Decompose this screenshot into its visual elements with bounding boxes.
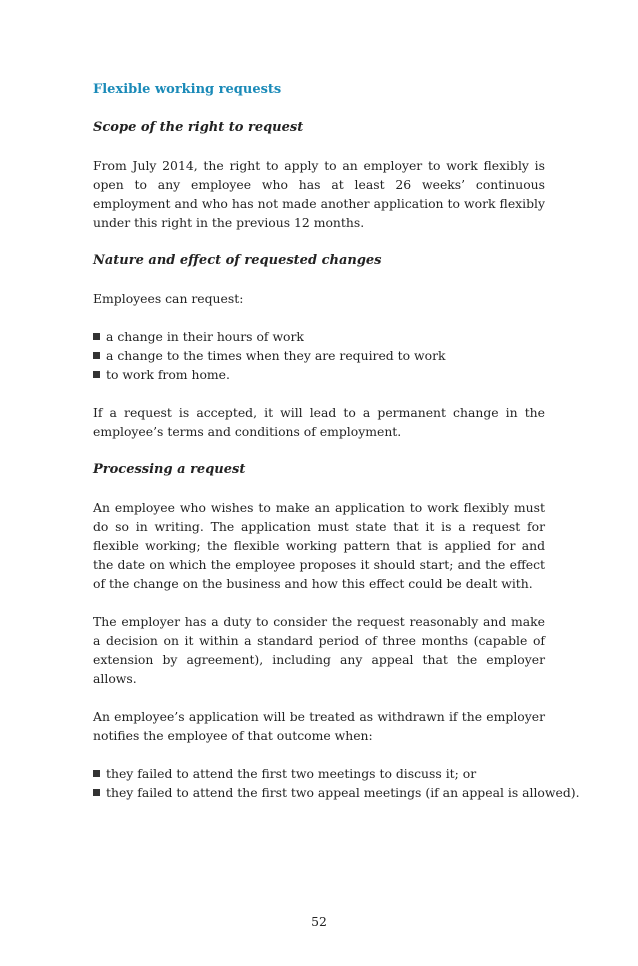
square-bullet-icon	[93, 371, 100, 378]
list-item	[93, 764, 545, 783]
paragraph-employer-duty: The employer has a duty to consider the request reasonably and make a decision on it within a standard period of three months (capable of extension by agreement), including any appeal that the employer allows.	[93, 614, 545, 686]
list-item	[93, 783, 580, 802]
paragraph-accepted-effect: If a request is accepted, it will lead to a permanent change in the employee’s terms and conditions of employment.	[93, 405, 545, 439]
withdrawn-bullet-list	[93, 764, 580, 802]
page-number: 52	[311, 914, 327, 929]
paragraph-withdrawn: An employee’s application will be treated as withdrawn if the employer notifies the employee of that outcome when:	[93, 709, 545, 743]
square-bullet-icon	[93, 770, 100, 777]
subheading-processing: Processing a request	[93, 462, 246, 477]
list-item-text: they failed to attend the first two meetings to discuss it; or	[106, 766, 477, 781]
list-item-text: they failed to attend the first two appeal meetings (if an appeal is allowed).	[106, 785, 580, 800]
square-bullet-icon	[93, 333, 100, 340]
paragraph-scope-body: From July 2014, the right to apply to an employer to work flexibly is open to any employee who has at least 26 weeks’ continuous employment and who has not made another application to work flexibly under this right in the previous 12 months.	[93, 158, 545, 230]
subheading-scope: Scope of the right to request	[93, 120, 304, 135]
list-item	[93, 327, 545, 346]
section-title: Flexible working requests	[93, 82, 282, 97]
list-item	[93, 346, 545, 365]
square-bullet-icon	[93, 352, 100, 359]
list-item-text: a change in their hours of work	[106, 329, 304, 344]
list-item-text: a change to the times when they are required to work	[106, 348, 446, 363]
page-content	[93, 80, 580, 802]
list-item-text: to work from home.	[106, 367, 230, 382]
list-item	[93, 365, 545, 384]
paragraph-employees-can-request: Employees can request:	[93, 291, 244, 306]
request-bullet-list	[93, 327, 545, 384]
subheading-nature: Nature and effect of requested changes	[93, 253, 382, 268]
paragraph-application-writing: An employee who wishes to make an application to work flexibly must do so in writing. The application must state that it is a request for flexible working; the flexible working pattern that is applied for and the date on which the employee proposes it should start; and the effect of the change on the business and how this effect could be dealt with.	[93, 500, 545, 591]
square-bullet-icon	[93, 789, 100, 796]
